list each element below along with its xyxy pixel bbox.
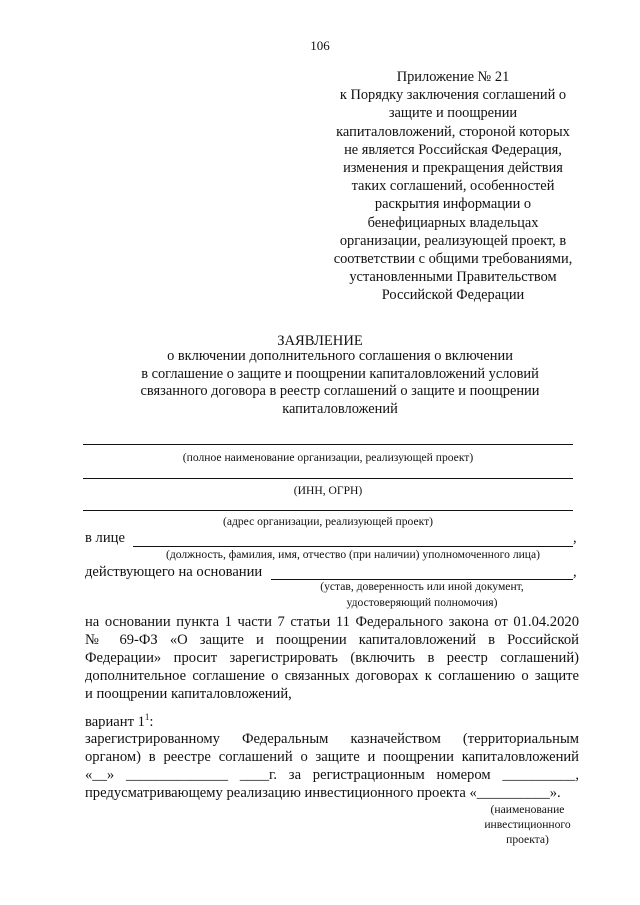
inn-ogrn-line[interactable] [83, 478, 573, 479]
annex-line: бенефициарных владельцах [367, 214, 539, 231]
annex-line: организации, реализующей проект, в [339, 232, 567, 249]
annex-line: к Порядку заключения соглашений о [339, 87, 567, 104]
annex-line: соответствии с общими требованиями, [333, 251, 573, 268]
basis-label: действующего на основании [85, 564, 263, 580]
annex-line: установленными Правительством [349, 269, 557, 286]
body-line: дополнительное соглашение о связанных договорах к соглашению о защите [85, 668, 579, 684]
comma: , [573, 564, 577, 580]
document-title: ЗАЯВЛЕНИЕ [277, 333, 363, 349]
variant-label: вариант 1 [85, 713, 145, 730]
title-line: связанного договора в реестр соглашений о защите и поощрении [140, 383, 540, 400]
annex-header [318, 68, 588, 305]
body-line: на основании пункта 1 части 7 статьи 11 Федерального закона от 01.04.2020 [85, 614, 579, 630]
project-caption-line: (наименование [490, 803, 565, 816]
v-litse-label: в лице [85, 530, 125, 546]
title-line: в соглашение о защите и поощрении капиталовложений условий [141, 365, 539, 382]
annex-line: таких соглашений, особенностей [351, 178, 555, 195]
annex-line: изменения и прекращения действия [343, 160, 563, 177]
variant-colon: : [149, 713, 154, 730]
org-name-line[interactable] [83, 444, 573, 445]
page-number: 106 [310, 38, 330, 53]
variant-line: зарегистрированному Федеральным казначейством (территориальным [85, 731, 579, 747]
body-line: № 69-ФЗ «О защите и поощрении капиталовложений в Российской [85, 632, 579, 648]
title-line: о включении дополнительного соглашения о включении [167, 348, 513, 364]
annex-line: капиталовложений, стороной которых [336, 123, 570, 140]
basis-caption-2: удостоверяющий полномочия) [346, 596, 498, 609]
project-caption-line: инвестиционного [484, 818, 571, 831]
representative-caption: (должность, фамилия, имя, отчество (при наличии) уполномоченного лица) [165, 548, 541, 561]
annex-line: Российской Федерации [381, 287, 525, 304]
representative-line[interactable] [133, 546, 573, 547]
inn-ogrn-caption: (ИНН, ОГРН) [293, 484, 363, 497]
org-name-caption: (полное наименование организации, реализующей проект) [182, 451, 474, 464]
body-line: и поощрении капиталовложений, [85, 686, 292, 702]
project-caption-line: проекта) [506, 833, 549, 846]
project-name-caption [470, 802, 585, 847]
title-line: капиталовложений [282, 400, 398, 417]
variant-heading [85, 712, 153, 731]
address-line[interactable] [83, 510, 573, 511]
variant-line: предусматривающему реализацию инвестиционного проекта «__________». [85, 785, 561, 801]
body-line: Федерации» просит зарегистрировать (включить в реестр соглашений) [85, 650, 579, 666]
annex-line: не является Российская Федерация, [344, 141, 562, 158]
annex-line: защите и поощрении [388, 105, 518, 122]
annex-line: Приложение № 21 [396, 69, 510, 85]
address-caption: (адрес организации, реализующей проект) [222, 515, 433, 528]
variant-line: органом) в реестре соглашений о защите и поощрении капиталовложений [85, 749, 579, 765]
comma: , [573, 530, 577, 546]
footnote-marker: 1 [144, 712, 150, 722]
basis-caption-1: (устав, доверенность или иной документ, [320, 580, 524, 593]
variant-line: «__» ______________ ____г. за регистрационным номером __________, [85, 767, 579, 783]
title-description [130, 348, 550, 418]
annex-line: раскрытия информации о [374, 196, 532, 213]
